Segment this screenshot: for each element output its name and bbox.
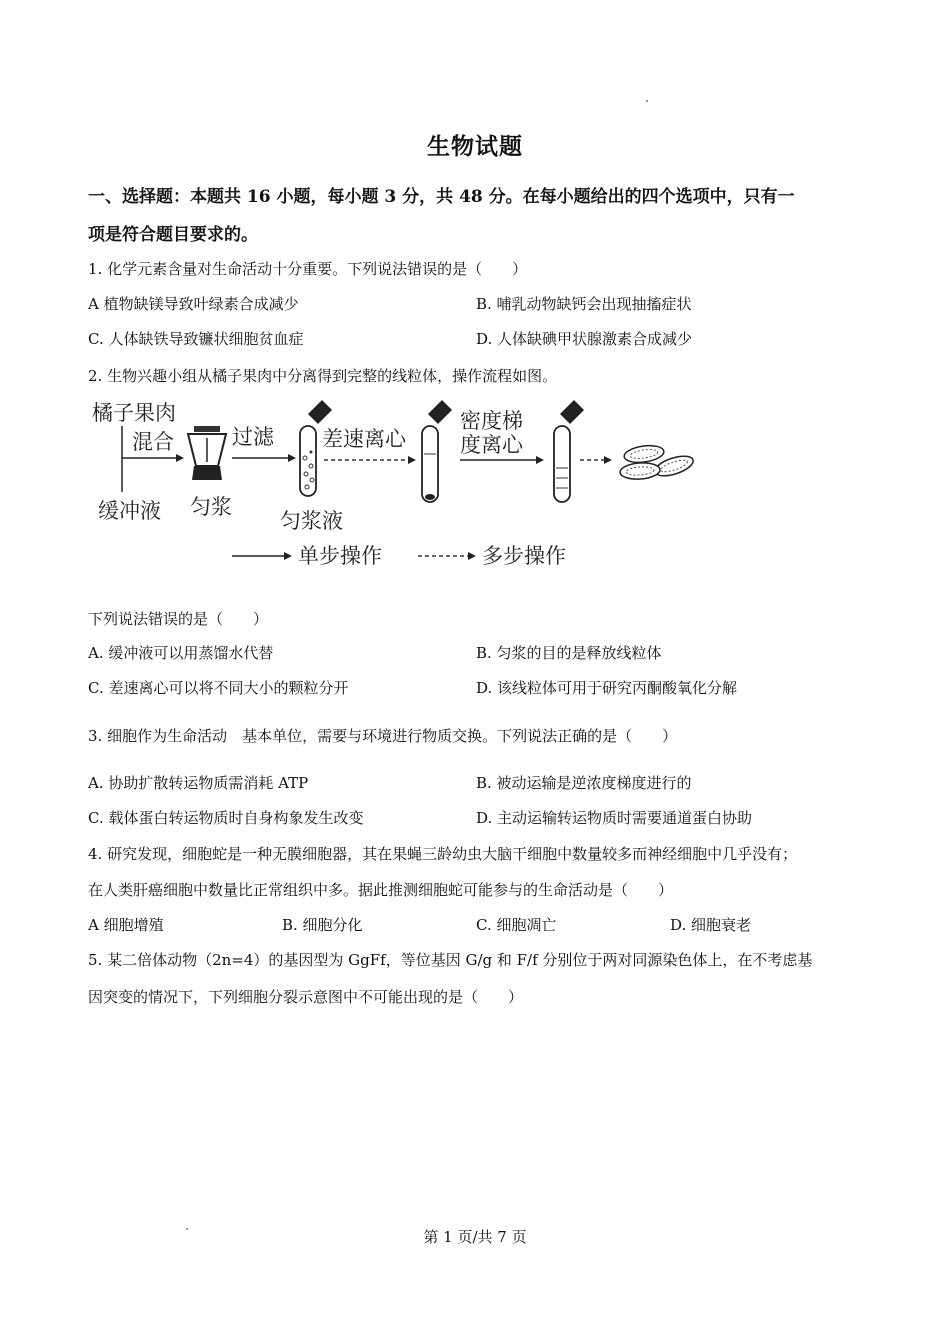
test-tube-homogenate-icon [300,426,316,496]
question-2-sub-stem: 下列说法错误的是（ ） [88,610,269,628]
arrow-head-icon [604,456,612,464]
mitochondria-isolation-flowchart [88,396,708,576]
question-4-stem-line1: 4. 研究发现，细胞蛇是一种无膜细胞器，其在果蝇三龄幼虫大脑干细胞中数量较多而神经细胞中几乎没有； [88,845,798,863]
question-2-option-b: B. 匀浆的目的是释放线粒体 [476,644,662,662]
question-4-option-a: A 细胞增殖 [88,916,164,934]
question-2-option-d: D. 该线粒体可用于研究丙酮酸氧化分解 [476,679,738,697]
question-4-stem-line2: 在人类肝癌细胞中数量比正常组织中多。据此推测细胞蛇可能参与的生命活动是（ ） [88,881,674,899]
question-1-option-d: D. 人体缺碘甲状腺激素合成减少 [476,330,693,348]
question-3-option-b: B. 被动运输是逆浓度梯度进行的 [476,774,692,792]
homogenize-label: 匀浆 [190,495,232,519]
buffer-label: 缓冲液 [98,499,161,523]
speck-mark [646,100,648,102]
question-1-option-b: B. 哺乳动物缺钙会出现抽搐症状 [476,295,692,313]
pipette-icon [308,400,332,424]
question-1-option-a: A 植物缺镁导致叶绿素合成减少 [88,295,299,313]
legend-multi-step-label: 多步操作 [482,544,566,568]
question-5-stem-line1: 5. 某二倍体动物（2n=4）的基因型为 GgFf，等位基因 G/g 和 F/f 分别位于两对同源染色体上，在不考虑基 [88,951,813,969]
question-3-stem: 3. 细胞作为生命活动 基本单位，需要与环境进行物质交换。下列说法正确的是（ ） [88,727,678,745]
question-4-option-d: D. 细胞衰老 [670,916,752,934]
density-gradient-label-line1: 密度梯 [460,409,523,433]
question-3-option-a: A. 协助扩散转运物质需消耗 ATP [88,774,309,792]
question-2-option-c: C. 差速离心可以将不同大小的颗粒分开 [88,679,349,697]
arrow-head-icon [284,552,292,560]
question-1-stem: 1. 化学元素含量对生命活动十分重要。下列说法错误的是（ ） [88,260,528,278]
density-gradient-label-line2: 度离心 [460,433,523,457]
legend-single-step-label: 单步操作 [298,544,382,568]
question-2-option-a: A. 缓冲液可以用蒸馏水代替 [88,644,274,662]
mix-label: 混合 [132,430,174,454]
section-heading-line1: 一、选择题：本题共 16 小题，每小题 3 分，共 48 分。在每小题给出的四个选项中，只有一 [88,187,795,207]
mitochondria-icon [619,443,695,480]
arrow-head-icon [176,454,184,462]
filter-label: 过滤 [232,425,274,449]
arrow-head-icon [468,552,476,560]
page-footer: 第 1 页/共 7 页 [423,1228,527,1246]
homogenate-label: 匀浆液 [280,509,343,533]
test-tube-gradient-icon [554,426,570,502]
question-4-option-b: B. 细胞分化 [282,916,363,934]
differential-centrifugation-label: 差速离心 [322,427,406,451]
blender-icon [188,426,226,480]
orange-pulp-label: 橘子果肉 [92,401,176,425]
question-1-option-c: C. 人体缺铁导致镰状细胞贫血症 [88,330,304,348]
test-tube-centrifuged-icon [422,426,438,502]
pipette-icon [428,400,452,424]
question-2-stem: 2. 生物兴趣小组从橘子果肉中分离得到完整的线粒体，操作流程如图。 [88,367,558,385]
pipette-icon [560,400,584,424]
question-3-option-c: C. 载体蛋白转运物质时自身构象发生改变 [88,809,364,827]
section-heading-line2: 项是符合题目要求的。 [88,225,258,245]
arrow-head-icon [536,456,544,464]
question-4-option-c: C. 细胞凋亡 [476,916,557,934]
question-3-option-d: D. 主动运输转运物质时需要通道蛋白协助 [476,809,753,827]
page-title: 生物试题 [427,133,523,160]
arrow-head-icon [288,454,296,462]
arrow-head-icon [408,456,416,464]
question-5-stem-line2: 因突变的情况下，下列细胞分裂示意图中不可能出现的是（ ） [88,988,524,1006]
